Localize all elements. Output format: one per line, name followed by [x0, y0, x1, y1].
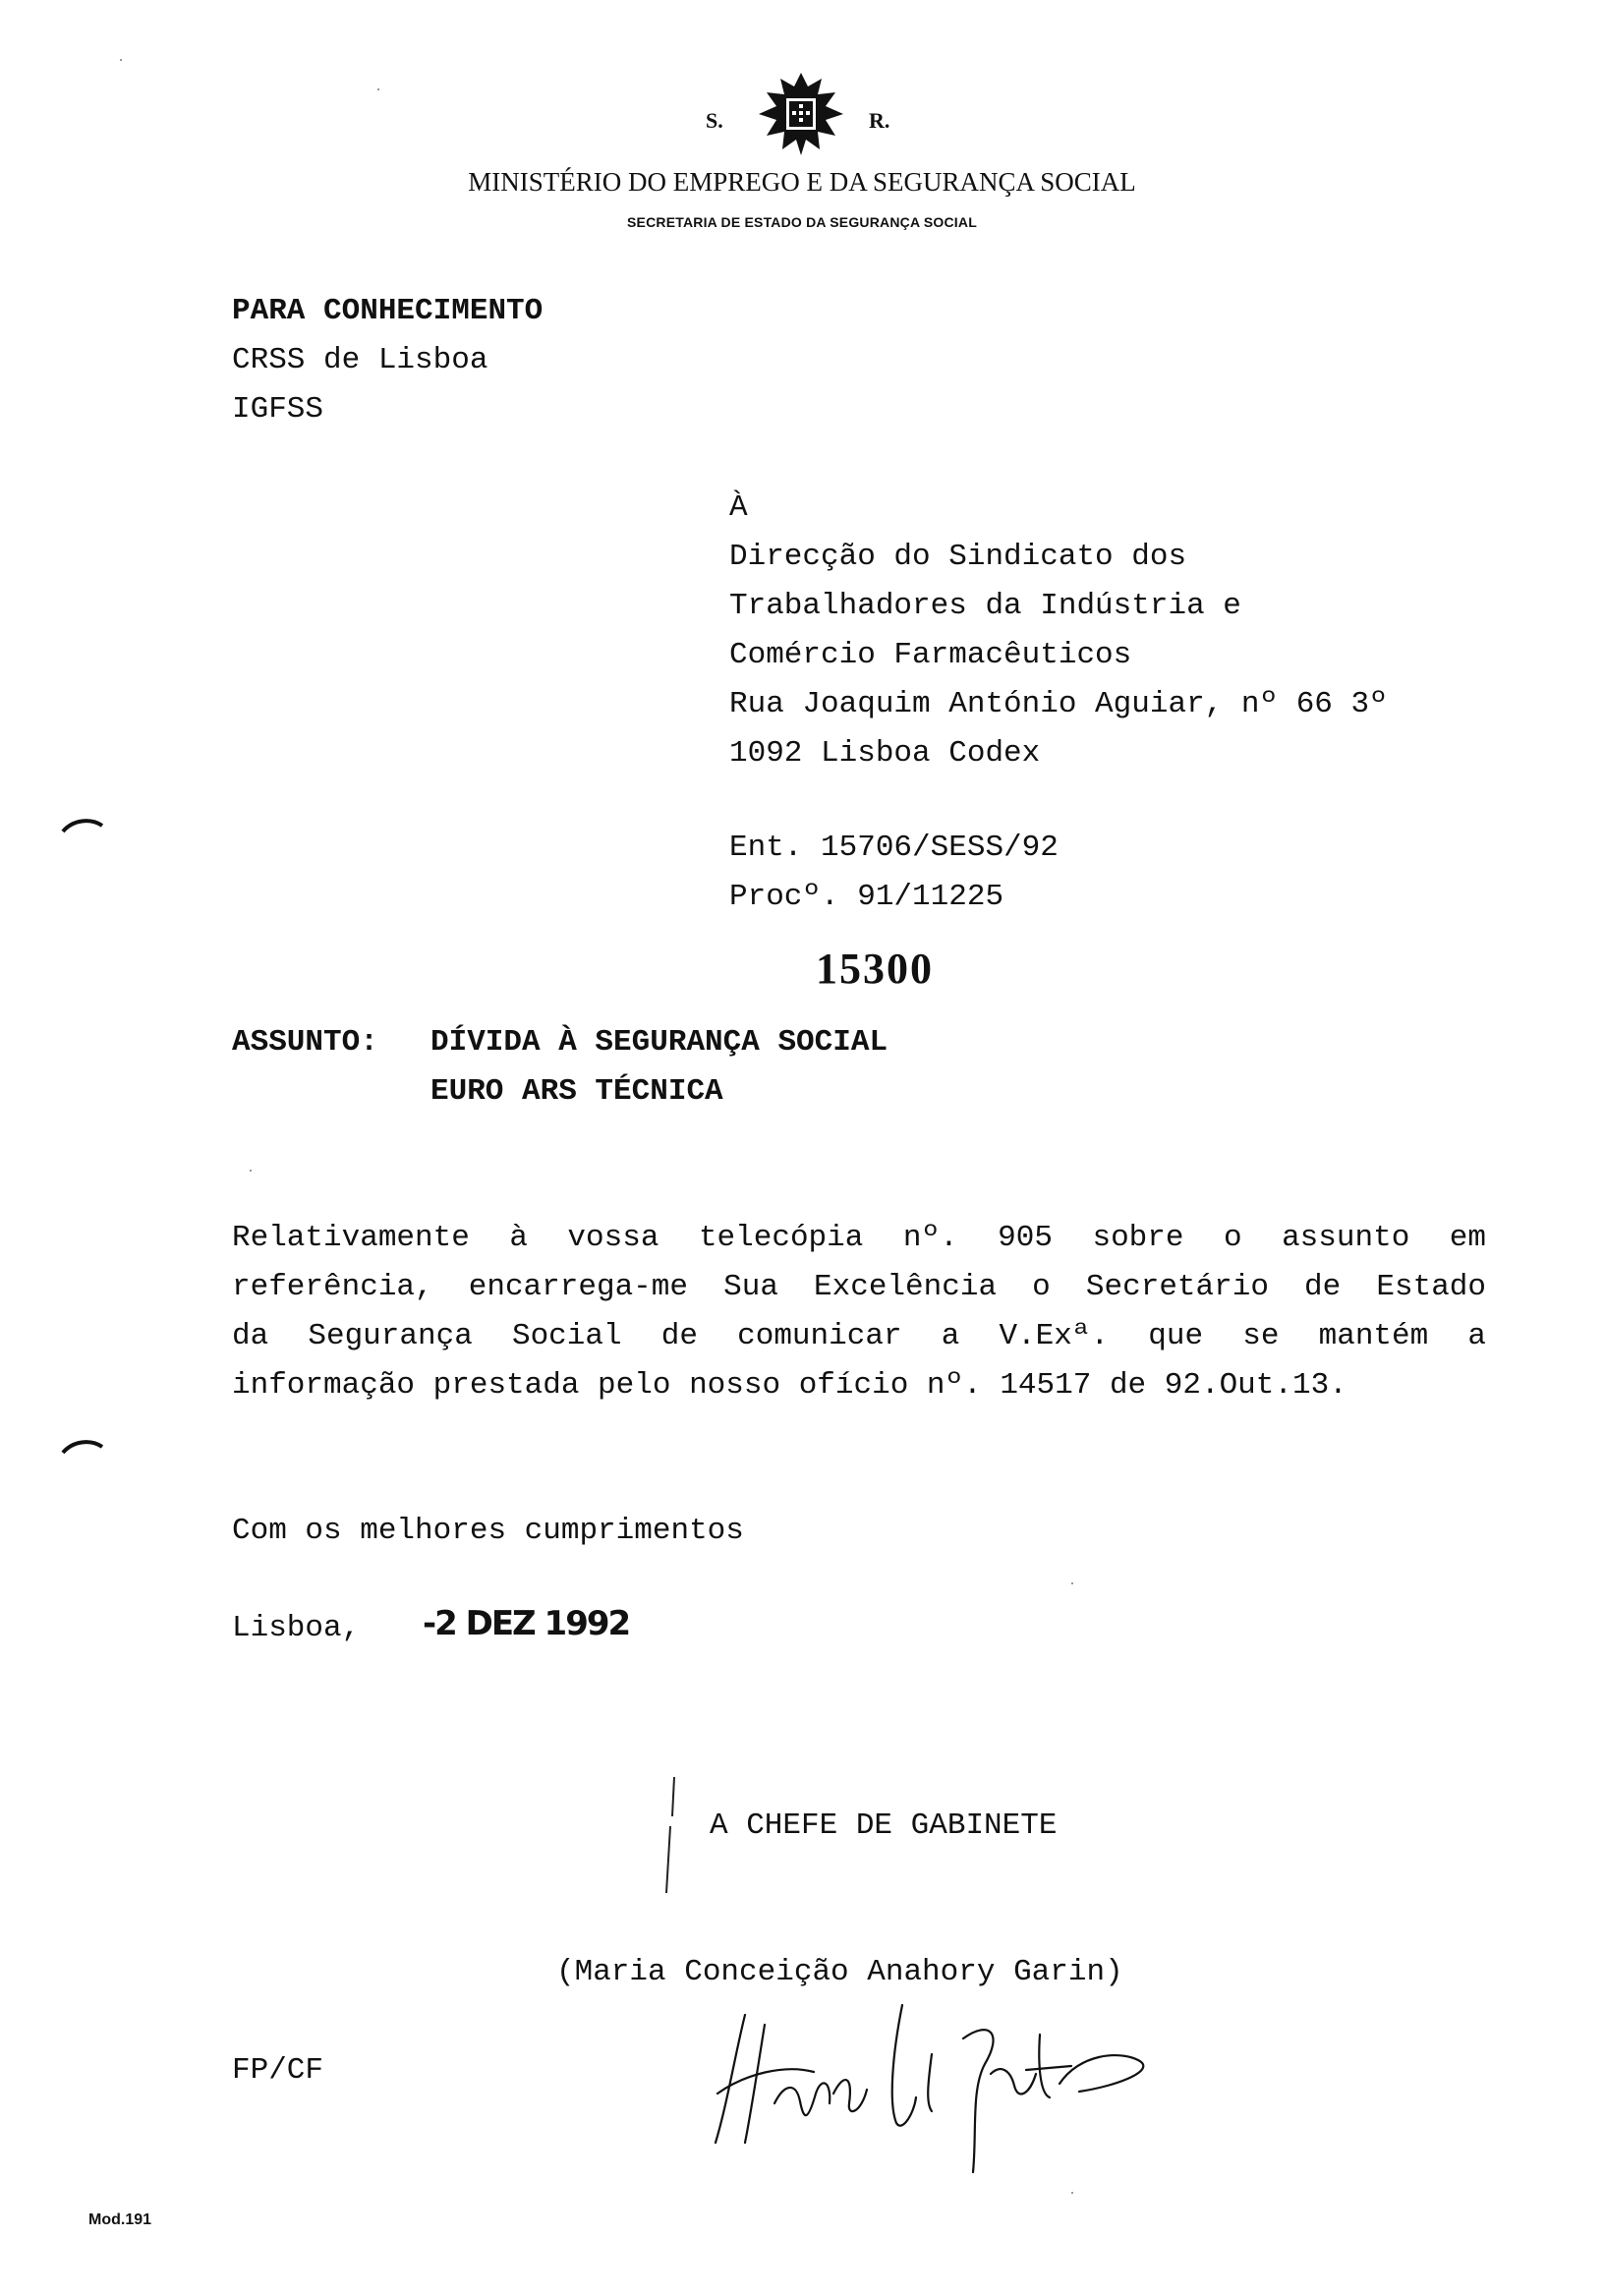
addressee-line: 1092 Lisboa Codex [729, 736, 1041, 771]
closing-phrase: Com os melhores cumprimentos [232, 1514, 744, 1548]
coat-of-arms-seal-icon [747, 69, 855, 157]
body-paragraph [232, 1214, 1486, 1410]
stamped-number: 15300 [816, 945, 934, 993]
body-line: referência, encarrega-me Sua Excelência o Secretário de Estado [232, 1270, 1486, 1304]
subject-label: ASSUNTO: [232, 1025, 378, 1060]
secretariat-name: SECRETARIA DE ESTADO DA SEGURANÇA SOCIAL [627, 214, 977, 230]
punch-hole-mark [61, 1437, 104, 1457]
scan-speck [1071, 2192, 1073, 2194]
form-code: Mod.191 [88, 2211, 152, 2228]
place-label: Lisboa, [232, 1611, 361, 1645]
copy-to-recipient: IGFSS [232, 392, 324, 427]
addressee-line: Comércio Farmacêuticos [729, 638, 1132, 672]
ministry-name: MINISTÉRIO DO EMPREGO E DA SEGURANÇA SOCIAL [468, 167, 1136, 197]
signatory-name: (Maria Conceição Anahory Garin) [556, 1955, 1123, 1989]
signatory-role: A CHEFE DE GABINETE [710, 1808, 1058, 1843]
subject-line: DÍVIDA À SEGURANÇA SOCIAL [430, 1025, 888, 1060]
scan-speck [1071, 1582, 1073, 1584]
copy-to-recipient: CRSS de Lisboa [232, 343, 488, 377]
addressee-line: Direcção do Sindicato dos [729, 540, 1187, 574]
process-reference: Procº. 91/11225 [729, 880, 1004, 914]
addressee-line: Rua Joaquim António Aguiar, nº 66 3º [729, 687, 1388, 721]
punch-hole-mark [61, 816, 104, 835]
addressee-block [729, 484, 1388, 778]
scan-speck [120, 59, 122, 61]
scan-speck [250, 1170, 252, 1172]
handwritten-signature [706, 1995, 1177, 2182]
addressee-line: Trabalhadores da Indústria e [729, 589, 1241, 623]
date-stamp: -2 DEZ 1992 [423, 1604, 630, 1643]
body-line: da Segurança Social de comunicar a V.Exª. que se mantém a [232, 1319, 1486, 1353]
scan-speck [377, 88, 379, 90]
reference-initials: FP/CF [232, 2053, 324, 2088]
addressee-line: À [729, 490, 748, 525]
seal-left-letter: S. [706, 108, 723, 133]
body-line: informação prestada pelo nosso ofício nº. 14517 de 92.Out.13. [232, 1368, 1347, 1403]
seal-right-letter: R. [869, 108, 890, 133]
subject-line: EURO ARS TÉCNICA [430, 1074, 723, 1109]
reference-block [729, 824, 1059, 922]
entry-reference: Ent. 15706/SESS/92 [729, 831, 1059, 865]
body-line: Relativamente à vossa telecópia nº. 905 sobre o assunto em [232, 1221, 1486, 1255]
copy-to-title: PARA CONHECIMENTO [232, 294, 544, 328]
handwritten-stroke-mark [660, 1777, 680, 1895]
